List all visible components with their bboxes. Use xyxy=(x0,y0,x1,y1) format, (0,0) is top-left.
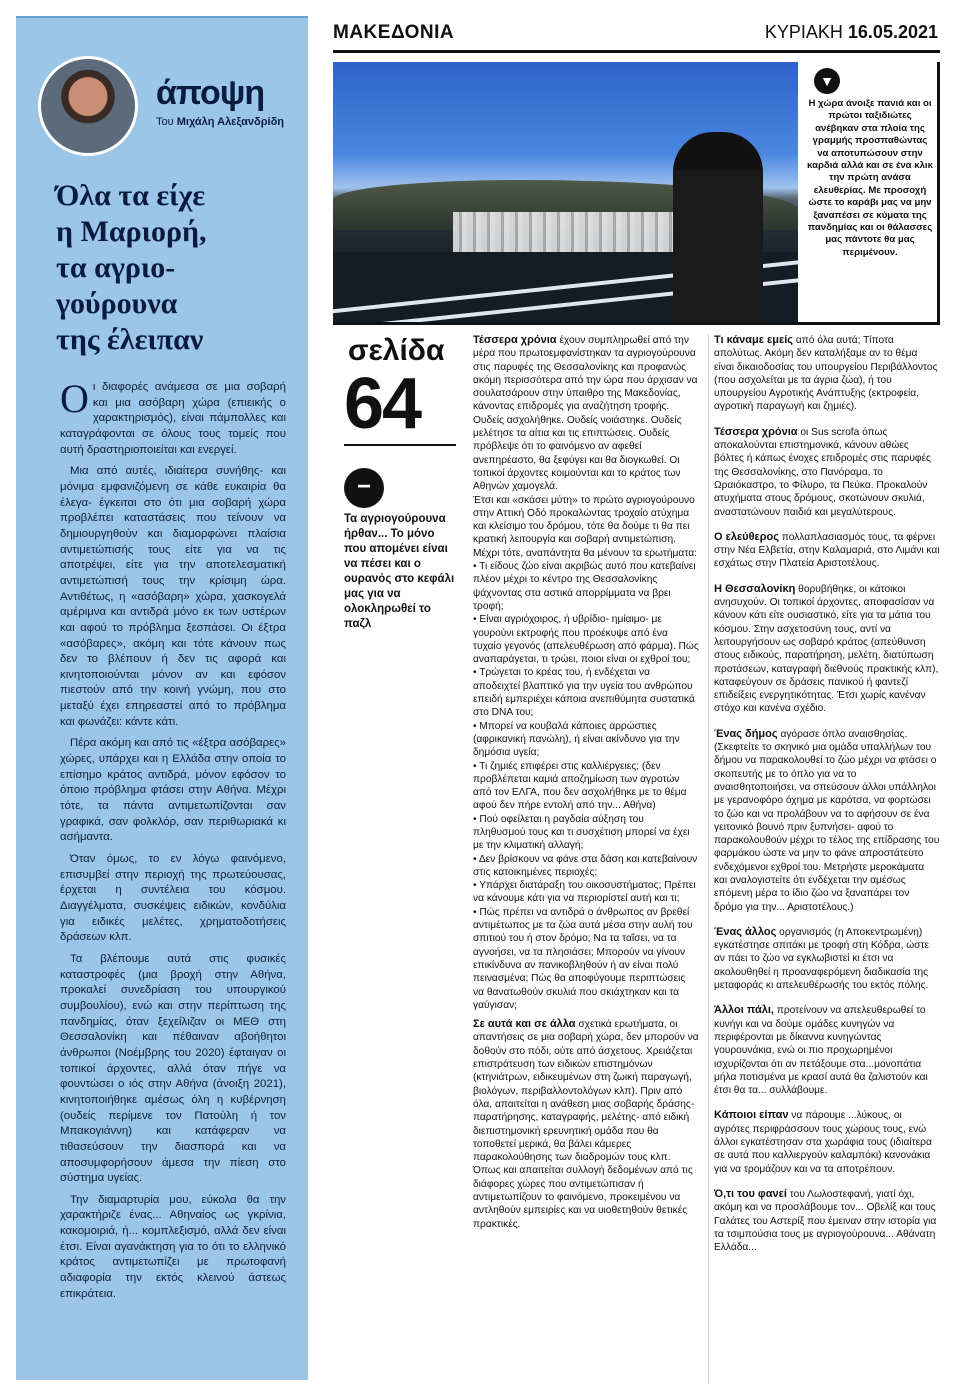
paragraph: Την διαμαρτυρία μου, εύκολα θα την χαρακτήριζε ένας... Αθηναίος ως γκρίνια, κακομοιριά, ή... κομπλεξισμό, αλλά δεν είναι έτσι. Είναι αγανάκτηση για το ότι το ελληνικό κράτος αντιμετωπίζει με πρωτοφανή αδιαφορία την εκτός κλεινού άστεως επικράτεια. xyxy=(60,1193,286,1300)
headline-line: τα αγριο- xyxy=(56,251,176,284)
pull-quote: Τα αγριογούρουνα ήρθαν... Το μόνο που απομένει είναι να πέσει και ο ουρανός στο κεφάλι μας για να ολοκληρωθεί το παζλ xyxy=(344,513,455,630)
ferry-photo xyxy=(333,62,798,324)
bullet-item: • Είναι αγριόχοιρος, ή υβρίδιο- ημίαιμο- με γουρούνι εκτροφής που προέκυψε από ένα τυχαίο γεγονός (απελευθέρωση από φάρμα). Πώς αναπαράγεται, τι τρώει, ποιοι είναι οι εχθροί του; xyxy=(473,614,699,666)
paragraph: Μια από αυτές, ιδιαίτερα συνήθης- και μόνιμα εμφανιζόμενη σε κάθε ευκαιρία θα έλεγα- έγκειται στο ότι μια σοβαρή χώρα προβλέπει καταστάσεις που τείνουν να δημιουργηθούν και διαμορφώνει πλαίσια αντιμετώπισής τους είτε για να τις αποτρέψει, είτε για την αποτελεσματική αντιμετώπισή τους την κρίσιμη ώρα. Αντιθέτως, η «ασόβαρη» χώρα, χασκογελά αμέριμνα και αντιδρά μόνο εκ των υστέρων και αφού το πρόβλημα ξεσπάσει. Οι έξτρα «ασόβαρες», ακόμη και τότε κάνουν πως δεν το βλέπουν ή δεν τις αφορά και κινητοποιούνται μόνον αν και εφόσον πιεστούν από την κοινή γνώμη, που στο μεταξύ έχει επηρεαστεί από το πρόβλημα και φωνάζει: κάντε κάτι. xyxy=(60,465,286,728)
bullet-item: • Τι ζημιές επιφέρει στις καλλιέργειες; (δεν προβλέπεται καμιά αποζημίωση των αγροτών από τον ΕΛΓΑ, που δεν ασχολήθηκε με το θέμα αφού δεν πήρε εντολή από την... Αθήνα) xyxy=(473,760,687,812)
paragraph: Ένας άλλος οργανισμός (η Αποκεντρωμένη) εγκατέστησε σπιτάκι με τροφή στη Κόδρα, ώστε αν πάει το ζώο να εγκλωβιστεί κι έτσι να ακολουθηθεί η προαναφερόμενη διαδικασία της μεταφοράς κι απελευθέρωσής του εκτός πόλης. xyxy=(714,925,930,992)
page-reference-rule xyxy=(344,444,456,446)
opinion-headline xyxy=(56,178,306,358)
author-avatar xyxy=(38,56,138,156)
byline xyxy=(156,116,284,128)
opinion-column xyxy=(16,16,308,1380)
page-word: σελίδα xyxy=(348,334,445,367)
paragraph: Όταν όμως, το εν λόγω φαινόμενο, επισυμβεί στην περιοχή της πρωτεύουσας, έρχεται η συντέλεια του κόσμου. Διαγγέλματα, συσκέψεις ειδικών, κονδύλια για ειδικές μελέτες, χρηματοδοτήσεις δράσεων κλπ. xyxy=(60,853,286,944)
paragraph: Μέχρι τότε, αναπάντητα θα μένουν τα ερωτήματα: xyxy=(473,547,697,559)
masthead: ΜΑΚΕΔΟΝΙΑ xyxy=(333,22,455,43)
section-label: άποψη xyxy=(156,74,265,112)
article-middle-column xyxy=(473,334,699,1231)
paragraph: Τέσσερα χρόνια έχουν συμπληρωθεί από την μέρα που πρωτοεμφανίστηκαν τα αγριογούρουνα στις παρυφές της Θεσσαλονίκης και προφανώς ακόμη περισσότερα από την ώρα που άρχισαν να σουλατσάρουν στην ύπαιθρο της Μακεδονίας, κάνοντας επιδρομές για αναζήτηση τροφής. xyxy=(473,334,698,413)
headline-line: η Μαριορή, xyxy=(56,215,207,248)
paragraph: Σε αυτά και σε άλλα σχετικά ερωτήματα, οι απαντήσεις σε μια σοβαρή χώρα, δεν μπορούν να δοθούν στο πόδι, ούτε από άσχετους. Χρειάζεται επιστράτευση των ειδικών επιστημόνων (κτηνιάτρων, ειδικευμένων στη ζωική παραγωγή, βιολόγων, περιβαλλοντολόγων κλπ). Πριν από όλα, απαιτείται η ανάθεση μιας σοβαρής δράσης- παρατήρησης, καταγραφής, μελέτης- από ειδική διεπιστημονική ερευνητική ομάδα που θα τοποθετεί μερικά, θα βάλει κάμερες παρακολούθησης των διαδρομών τους κλπ. Όπως και απαιτείται συλλογή δεδομένων από τις διάφορες χώρες που αντιμετώπισαν ή αντιμετωπίζουν το φαινόμενο, προκειμένου να αντληθούν εμπειρίες και να υιοθετηθούν θετικές πρακτικές. xyxy=(473,1018,699,1230)
headline-line: Όλα τα είχε xyxy=(56,179,206,212)
issue-date xyxy=(765,22,938,43)
bullet-item: • Υπάρχει διατάραξη του οικοσυστήματος; Πρέπει να κάνουμε κάτι για να περιορίστεί αυτή και τι; xyxy=(473,880,696,905)
paragraph: Ό,τι του φανεί του Λωλοστεφανή, γιατί όχι, ακόμη και να προσλάβουμε τον... Οβελίξ και τους Γαλάτες του Αστερίξ που έμειναν στην ιστορία για τα τσιμπούσια τους με αγριογούρουνα... Αθάνατη Ελλάδα... xyxy=(714,1187,937,1254)
minus-icon: − xyxy=(344,468,384,508)
paragraph: Ένας δήμος αγόρασε όπλο αναισθησίας. (Σκεφτείτε το σκηνικό μια ομάδα υπαλλήλων του δήμου να παρακολουθεί το ζώο μέχρι να φτάσει ο σκοπευτής με το όπλο για να το αναισθητοποιήσει, να σπεύσουν άλλοι υπάλληλοι με γερανοφόρο όχημα με καρότσα, να φορτώσει το ζώο και να προλάβουν να το αφήσουν σε ένα γειτονικό βουνό πριν ξυπνήσει- αφού το παρακολουθούν μέχρι το τέλος της επίδρασης του φαρμάκου ώστε να μην το φάνε απροστάτευτο ενδεχόμενοι εχθροί του. Μετρήστε μεροκάματα και αναλογιστείτε ότι ενδέχεται την αμέσως επόμενη μέρα το ίδιο ζώο να ξαναπάρει τον δρόμο για την... Αριστοτέλους.) xyxy=(714,727,940,913)
paragraph: Κάποιοι είπαν να πάρουμε ...λύκους, οι αγρότες περιφράσσουν τους χώρους τους, ενώ άλλοι εγκατέστησαν στα χωράφια τους (ιδιαίτερα σε αυτά που καλλιεργούν καλαμπόκι) κανονάκια για να τρομάζουν και να τα αποτρέπουν. xyxy=(714,1109,932,1175)
bullet-item: • Τρώγεται το κρέας του, ή ενδέχεται να αποδειχτεί βλαπτικό για την υγεία του ανθρώπου επειδή εμπεριέχει κάποια ανεπιθύμητα συστατικά στο DNA του; xyxy=(473,667,695,719)
paragraph: Τι κάναμε εμείς από όλα αυτά; Τίποτα απολύτως. Ακόμη δεν καταλήξαμε αν το θέμα είναι δικαιοδοσίας του υπουργείου Περιβάλλοντος (που ασχολείται με τα άγρια ζώα), ή του υπουργείου Αγροτικής Ανάπτυξης (εκτροφεία, αγροτική παραγωγή και ζημιές). xyxy=(714,334,938,413)
bullet-item: • Πώς πρέπει να αντιδρά ο άνθρωπος αν βρεθεί αντιμέτωπος με τα ζώα αυτά μέσα στην αυλή του σπιτιού του ή στον δρόμο; Να τα ταΐσει, να τα αγνοήσει, να τα πλησιάσει; Μπορούν να γίνουν επικίνδυνα αν πανικοβληθούν ή αν είναι πολύ πεινασμένα; Πώς θα αποφύγουμε περιπτώσεις να θανατωθούν σκυλιά που σκιάχτηκαν και τα γαύγισαν; xyxy=(473,906,693,1011)
column-divider xyxy=(708,334,709,1384)
bullet-item: • Δεν βρίσκουν να φάνε στα δάση και κατεβαίνουν στις κατοικημένες περιοχές; xyxy=(473,853,698,878)
paragraph: Έτσι και «σκάσει μύτη» το πρώτο αγριογούρουνο στην Αττική Οδό προκαλώντας τροχαίο ατύχημα και κλείσιμο του δρόμου, τότε θα δούμε τι θα πει κρατική λειτουργία και σοβαρή αντιμετώπιση. xyxy=(473,494,695,546)
paragraph: Ο ελεύθερος πολλαπλασιασμός τους, τα φέρνει στην Νέα Ελβετία, στην Καλαμαριά, στο Λιμάνι και εσχάτως στην Πλατεία Αριστοτέλους. xyxy=(714,530,940,570)
bullet-item: • Πού οφείλεται η ραγδαία αύξηση του πληθυσμού τους και τι συσχέτιση μπορεί να έχει με την κλιματική αλλαγή; xyxy=(473,813,690,852)
opinion-body xyxy=(60,376,286,1308)
paragraph: Πέρα ακόμη και από τις «έξτρα ασόβαρες» χώρες, υπάρχει και η Ελλάδα στην οποία το επίσημο κράτος αντιδρά, μόνον εφόσον το όποιο πρόβλημα φτάσει στην Αθήνα. Μέχρι τότε, τα πάντα αντιμετωπίζονται σαν γραφικά, σαν φολκλόρ, σαν περιθωριακά κι ασήμαντα. xyxy=(60,737,286,844)
photo-rule xyxy=(333,322,940,325)
date: 16.05.2021 xyxy=(847,22,938,42)
byline-prefix: Του xyxy=(156,116,174,128)
paragraph: Ουδείς ασχολήθηκε. Ουδείς νοιάστηκε. Ουδείς μελέτησε τα αίτια και τις επιπτώσεις. Ουδείς πρόβλεψε ότι το φαινόμενο αν αφεθεί ανεπηρέαστο, θα ξεφύγει και θα διογκωθεί. Οι τοπικοί άρχοντες κοιμούνται και το κράτος των Αθηνών χαμογελά. xyxy=(473,414,682,493)
paragraph: Τα βλέπουμε αυτά στις φυσικές καταστροφές (μια βροχή στην Αθήνα, προκαλεί συνεδρίαση του υπουργικού συμβουλίου), ενώ και στην περίπτωση της πανδημίας, όταν ξεχείλιζαν οι ΜΕΘ στη Θεσσαλονίκη και πέθαιναν αβοήθητοι άνθρωποι (Νοέμβρης του 2020) έφταιγαν οι τοπικοί άρχοντες, αλλά όταν πήγε να φουντώσει ο ιός στην Αθήνα (άνοιξη 2021), κινητοποιήθηκε αμέσως όλη η κυβέρνηση (ουδείς περίμενε τον Πατούλη ή τον Μπακογιάννη) και κατάφεραν να τιθασεύσουν την διασπορά και να αποσυμφορήσουν άμεσα την πίεση στο σύστημα υγείας. xyxy=(60,952,286,1185)
bullet-item: • Μπορεί να κουβαλά κάποιες αρρώστιες (αφρικανική πανώλη), ή είναι ακίνδυνο για την δημόσια υγεία; xyxy=(473,720,680,759)
paragraph: Άλλοι πάλι, προτείνουν να απελευθερωθεί το κυνήγι και να δούμε ομάδες κυνηγών να περιφέρονται με δίκαννα κυνηγώντας γουρουνάκια, ενώ οι πιο προχωρημένοι ισχυρίζονται ότι αν πετάξουμε στα...μονοπάτια μήλα ποτισμένα με κρασί αυτά θα ζαλιστούν και έτσι θα τα... συλλάβουμε. xyxy=(714,1004,928,1097)
photo-caption: Η χώρα άνοιξε πανιά και οι πρώτοι ταξιδιώτες ανέβηκαν στα πλοία της γραμμής προσπαθώντας να αποτυπώσουν στην καρδιά αλλά και σε ένα κλικ την πρώτη ανάσα ελευθερίας. Με προσοχή ώστε το καράβι μας να μην ξαναπέσει σε κύματα της πανδημίας και οι θάλασσες μας πάντοτε θα μας περιμένουν. xyxy=(807,98,933,258)
author-name: Μιχάλη Αλεξανδρίδη xyxy=(176,116,284,128)
paragraph: Οι διαφορές ανάμεσα σε μια σοβαρή και μια ασόβαρη χώρα (επιεικής ο χαρακτηρισμός), είναι πάμπολλες και καταγράφονται σε όλους τους τομείς που αυτή δραστηριοποιείται και ενεργεί. xyxy=(60,376,286,456)
header-rule xyxy=(333,50,940,53)
day: ΚΥΡΙΑΚΗ xyxy=(764,22,843,42)
paragraph: Η Θεσσαλονίκη θορυβήθηκε, οι κάτοικοι ανησυχούν. Οι τοπικοί άρχοντες, αποφασίσαν να κάνουν κάτι είτε ουσιαστικό, είτε για τα μάτια του κόσμου. Στην ασχετοσύνη τους, αντί να λειτουργήσουν ως σοβαρό κράτος (απεύθυνση στους ειδικούς, παρατήρηση, μελέτη, διατύπωση προτάσεων, καταγραφή διεθνούς πρακτικής κλπ), καταφεύγουν σε δράσεις πανικού ή φαντεζί επιδείξεις ενεργητικότητας. Έτσι χωρίς κανέναν στόχο και κανένα σχέδιο. xyxy=(714,582,939,715)
bullet-item: • Τι είδους ζώο είναι ακριβώς αυτό που κατεβαίνει πλέον μέχρι το κέντρο της Θεσσαλονίκης ψάχνοντας στα αστικά απορρίμματα να βρει τροφή; xyxy=(473,561,696,612)
headline-line: γούρουνα xyxy=(56,287,178,320)
page-reference xyxy=(344,334,454,444)
photo-person xyxy=(673,132,763,324)
headline-line: της έλειπαν xyxy=(56,323,204,356)
paragraph: Τέσσερα χρόνια οι Sus scrofa όπως αποκαλούνται επιστημονικά, κάνουν αθώες βόλτες ή κάπως ένοχες επιδρομές στις παρυφές της Θεσσαλονίκης, στο Πανόραμα, το Ωραιόκαστρο, το Φίλυρο, τα Πεύκα. Προκαλούν ατυχήματα στους δρόμους, σκοτώνουν σκυλιά, αναστατώνουν παιδιά και μεγαλύτερους. xyxy=(714,425,931,518)
drop-cap: Ο xyxy=(60,376,89,421)
photo-town xyxy=(453,212,673,252)
article-right-column xyxy=(714,334,940,1266)
page-number: 64 xyxy=(344,364,421,444)
caption-down-arrow-icon: ▼ xyxy=(814,68,840,94)
